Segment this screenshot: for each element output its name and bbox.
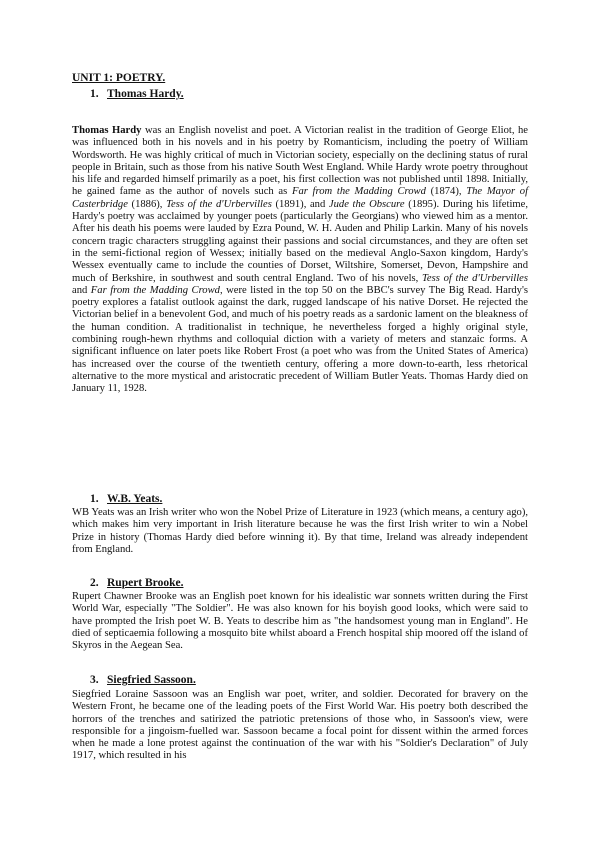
wb-yeats-paragraph: WB Yeats was an Irish writer who won the Nobel Prize of Literature in 1923 (which means, a century ago), which makes him very important in Irish literature because he was the first Irish writer to win a Nobel Prize in history (Thomas Hardy died before winning it). By that time, Ireland was already independent from England. [72,507,528,555]
novel-title: The Mayor of Casterbridge [72,186,529,210]
thomas-hardy-paragraph: Thomas Hardy was an English novelist and poet. A Victorian realist in the tradition of George Eliot, he was influenced both in his novels and in his poetry by Romanticism, including the poetry of William Wordsworth. He was highly critical of much in Victorian society, especially on the declining status of rural people in Britain, such as those from his native South West England. While Hardy wrote poetry throughout his life and regarded himself primarily as a poet, his first collection was not published until 1898. Initially, he gained fame as the author of novels such as Far from the Madding Crowd (1874), The Mayor of Casterbridge (1886), Tess of the d'Urbervilles (1891), and Jude the Obscure (1895). During his lifetime, Hardy's poetry was acclaimed by younger poets (particularly the Georgians) who viewed him as a mentor. After his death his poems were lauded by Ezra Pound, W. H. Auden and Philip Larkin. Many of his novels concern tragic characters struggling against their passions and social circumstances, and they are often set in the semi-fictional region of Wessex; initially based on the medieval Anglo-Saxon kingdom, Hardy's Wessex eventually came to include the counties of Dorset, Wiltshire, Somerset, Devon, Hampshire and much of Berkshire, in southwest and south central England. Two of his novels, Tess of the d'Urbervilles and Far from the Madding Crowd, were listed in the top 50 on the BBC's survey The Big Read. Hardy's poetry explores a fatalist outlook against the dark, rugged landscape of his native Dorset. He rejected the Victorian belief in a benevolent God, and much of his poetry reads as a sardonic lament on the bleakness of the human condition. A traditionalist in technique, he nevertheless forged a highly original style, combining rough-hewn rhythms and colloquial diction with a variety of meters and stanzaic forms. A significant influence on later poets like Robert Frost (a poet who was from the United States of America) has increased over the course of the twentieth century, offering a more down-to-earth, less rhetorical alternative to the more mystical and aristocratic precedent of William Butler Yeats. Thomas Hardy died on January 11, 1928. [72,125,529,395]
novel-title: Jude the Obscure [328,198,405,210]
novel-title: Tess of the d'Urbervilles [422,272,528,284]
section-number: 1. [90,493,99,505]
novel-title: Tess of the d'Urbervilles [166,198,272,210]
section-title: Siegfried Sassoon. [107,674,196,686]
section-title: Thomas Hardy. [107,88,184,100]
rupert-brooke-paragraph: Rupert Chawner Brooke was an English poet known for his idealistic war sonnets written during the First World War, especially "The Soldier". He was also known for his boyish good looks, which were said to have prompted the Irish poet W. B. Yeats to describe him as "the handsomest young man in England". He died of septicaemia following a mosquito bite whilst aboard a French hospital ship moored off the island of Skyros in the Aegean Sea. [72,591,528,652]
hardy-name-bold: Thomas Hardy [72,125,142,136]
section-title: W.B. Yeats. [107,493,163,505]
novel-title: Far from the Madding Crowd [291,186,426,198]
section-number: 2. [90,577,99,589]
section-heading-thomas-hardy [90,88,184,100]
section-heading-rupert-brooke [90,577,183,589]
section-number: 3. [90,674,99,686]
section-heading-siegfried-sassoon [90,674,196,686]
section-title: Rupert Brooke. [107,577,184,589]
siegfried-sassoon-paragraph: Siegfried Loraine Sassoon was an English war poet, writer, and soldier. Decorated for bravery on the Western Front, he became one of the leading poets of the First World War. His poetry both described the horrors of the trenches and satirized the patriotic pretensions of those who, in Sassoon's view, were responsible for a jingoism-fuelled war. Sassoon became a focal point for dissent within the armed forces when he made a lone protest against the continuation of the war with his "Soldier's Declaration" of July 1917, which resulted in his [72,689,528,762]
unit-title: UNIT 1: POETRY. [72,72,166,84]
section-number: 1. [90,88,99,100]
section-heading-wb-yeats [90,493,162,505]
novel-title: Far from the Madding Crowd [90,284,220,296]
